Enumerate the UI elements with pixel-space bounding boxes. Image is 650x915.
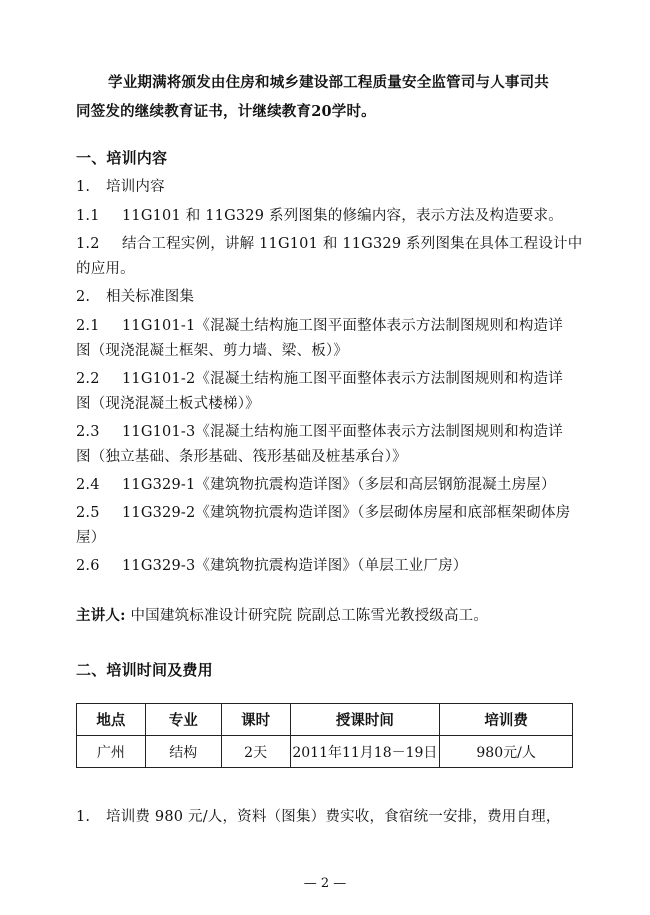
item-number: 2.1: [76, 318, 100, 334]
item-2-1-cont: 图（现浇混凝土框架、剪力墙、梁、板）》: [76, 343, 349, 359]
item-text: 11G101-3《混凝土结构施工图平面整体表示方法制图规则和构造详: [122, 424, 563, 440]
item-2-5: [76, 501, 570, 522]
item-text: 11G101-2《混凝土结构施工图平面整体表示方法制图规则和构造详: [122, 371, 563, 387]
item-2-5-cont: 屋）: [76, 530, 106, 546]
item-1-1: [76, 204, 563, 225]
item-text: 结合工程实例，讲解 11G101 和 11G329 系列图集在具体工程设计中: [122, 236, 583, 252]
item-1: [76, 175, 165, 196]
section-2-heading: 二、培训时间及费用: [76, 661, 213, 679]
item-number: 2.3: [76, 424, 100, 440]
item-number: 1.: [76, 179, 91, 195]
item-2-6: [76, 554, 467, 575]
item-2-2-cont: 图（现浇混凝土板式楼梯）》: [76, 396, 260, 412]
cell-time: 2011年11月18－19日: [290, 736, 440, 768]
item-number: 2.: [76, 289, 91, 305]
item-2-1: [76, 314, 563, 335]
item-2: [76, 285, 194, 306]
intro-line-2: 同签发的继续教育证书，计继续教育20学时。: [76, 103, 376, 120]
item-2-3-cont: 图（独立基础、条形基础、筏形基础及桩基承台）》: [76, 449, 407, 465]
item-text: 11G101-1《混凝土结构施工图平面整体表示方法制图规则和构造详: [122, 318, 563, 334]
lecturer-label: 主讲人:: [76, 607, 126, 624]
cell-fee: 980元/人: [440, 736, 573, 768]
item-2-4: [76, 473, 556, 494]
lecturer-line: [76, 604, 488, 625]
item-text: 培训费 980 元/人，资料（图集）费实收，食宿统一安排，费用自理，: [106, 809, 561, 825]
item-2-3: [76, 420, 563, 441]
note-1: [76, 805, 561, 826]
item-text: 11G101 和 11G329 系列图集的修编内容，表示方法及构造要求。: [122, 208, 563, 224]
item-text: 培训内容: [106, 179, 165, 195]
item-text: 11G329-2《建筑物抗震构造详图》（多层砌体房屋和底部框架砌体房: [122, 505, 571, 521]
header-time: 授课时间: [290, 704, 440, 736]
item-1-2-cont: 的应用。: [76, 261, 135, 277]
fee-table: [76, 703, 573, 768]
header-major: 专业: [145, 704, 221, 736]
cell-major: 结构: [145, 736, 221, 768]
item-text: 11G329-3《建筑物抗震构造详图》（单层工业厂房）: [122, 558, 468, 574]
cell-location: 广州: [77, 736, 146, 768]
cell-duration: 2天: [221, 736, 290, 768]
lecturer-text: 中国建筑标准设计研究院 院副总工陈雪光教授级高工。: [130, 608, 489, 624]
table-row: [77, 736, 573, 768]
item-text: 11G329-1《建筑物抗震构造详图》（多层和高层钢筋混凝土房屋）: [122, 477, 556, 493]
item-number: 2.4: [76, 477, 100, 493]
item-1-2: [76, 232, 582, 253]
header-fee: 培训费: [440, 704, 573, 736]
item-number: 1.: [76, 809, 91, 825]
table-header-row: [77, 704, 573, 736]
section-1-heading: 一、培训内容: [76, 149, 168, 167]
item-number: 1.1: [76, 208, 100, 224]
header-duration: 课时: [221, 704, 290, 736]
item-number: 2.5: [76, 505, 100, 521]
intro-line-1: 学业期满将颁发由住房和城乡建设部工程质量安全监管司与人事司共: [108, 74, 549, 91]
header-location: 地点: [77, 704, 146, 736]
item-text: 相关标准图集: [106, 289, 195, 305]
page-number: — 2 —: [303, 876, 347, 891]
item-number: 2.2: [76, 371, 100, 387]
item-2-2: [76, 367, 563, 388]
item-number: 1.2: [76, 236, 100, 252]
item-number: 2.6: [76, 558, 100, 574]
